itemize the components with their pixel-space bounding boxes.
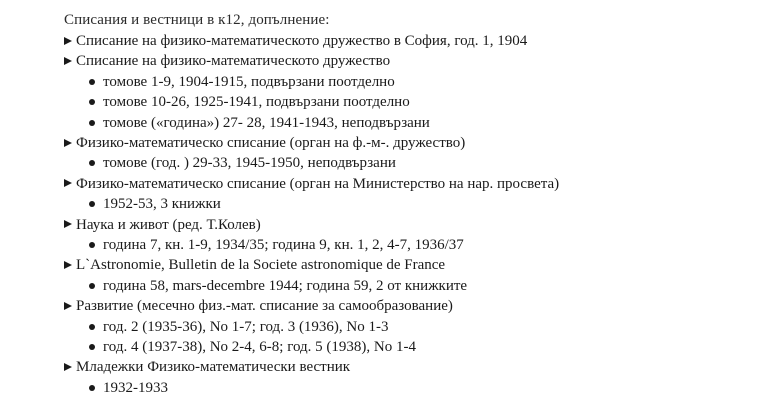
periodical-title: Списание на физико-математическото дружество в София, год. 1, 1904 <box>76 33 528 49</box>
periodical-title: Физико-математическо списание (орган на ф.-м-. дружество) <box>76 135 466 151</box>
holding-detail: год. 4 (1937-38), No 2-4, 6-8; год. 5 (1938), No 1-4 <box>103 339 417 355</box>
triangle-bullet-icon <box>64 37 72 45</box>
periodical-title: Развитие (месечно физ.-мат. списание за самообразование) <box>76 298 453 315</box>
dot-bullet-icon <box>89 79 95 85</box>
dot-bullet-icon <box>89 385 95 391</box>
holding-detail: томове («година») 27- 28, 1941-1943, неподвързани <box>103 114 430 131</box>
dot-bullet-icon <box>89 283 95 289</box>
triangle-bullet-icon <box>64 139 72 147</box>
dot-bullet-icon <box>89 344 95 350</box>
dot-bullet-icon <box>89 201 95 207</box>
holding-detail: 1932-1933 <box>103 379 168 396</box>
dot-bullet-icon <box>89 160 95 166</box>
dot-bullet-icon <box>89 324 95 330</box>
holding-detail: година 7, кн. 1-9, 1934/35; година 9, кн. 1, 2, 4-7, 1936/37 <box>103 237 464 253</box>
holding-detail: 1952-53, 3 книжки <box>103 196 221 213</box>
dot-bullet-icon <box>89 99 95 105</box>
dot-bullet-icon <box>89 120 95 126</box>
triangle-bullet-icon <box>64 261 72 269</box>
triangle-bullet-icon <box>64 179 72 187</box>
triangle-bullet-icon <box>64 220 72 228</box>
periodical-title: Списание на физико-математическото дружество <box>76 53 391 70</box>
holding-detail: томове 1-9, 1904-1915, подвързани поотделно <box>103 73 395 90</box>
dot-bullet-icon <box>89 242 95 248</box>
holding-detail: год. 2 (1935-36), No 1-7; год. 3 (1936), No 1-3 <box>103 318 389 335</box>
periodical-title: Младежки Физико-математически вестник <box>76 359 351 376</box>
periodical-title: Наука и живот (ред. Т.Колев) <box>76 216 261 233</box>
triangle-bullet-icon <box>64 363 72 371</box>
holding-detail: година 58, mars-decembre 1944; година 59, 2 от книжките <box>103 277 468 294</box>
holding-detail: томове (год. ) 29-33, 1945-1950, неподвързани <box>103 155 396 172</box>
holding-detail: томове 10-26, 1925-1941, подвързани поотделно <box>103 94 410 111</box>
periodical-title: L`Astronomie, Bulletin de la Societe astronomique de France <box>76 257 446 274</box>
triangle-bullet-icon <box>64 57 72 65</box>
page-heading: Списания и вестници в к12, допълнение: <box>64 12 330 28</box>
triangle-bullet-icon <box>64 302 72 310</box>
periodical-title: Физико-математическо списание (орган на Министерство на нар. просвета) <box>76 175 560 192</box>
